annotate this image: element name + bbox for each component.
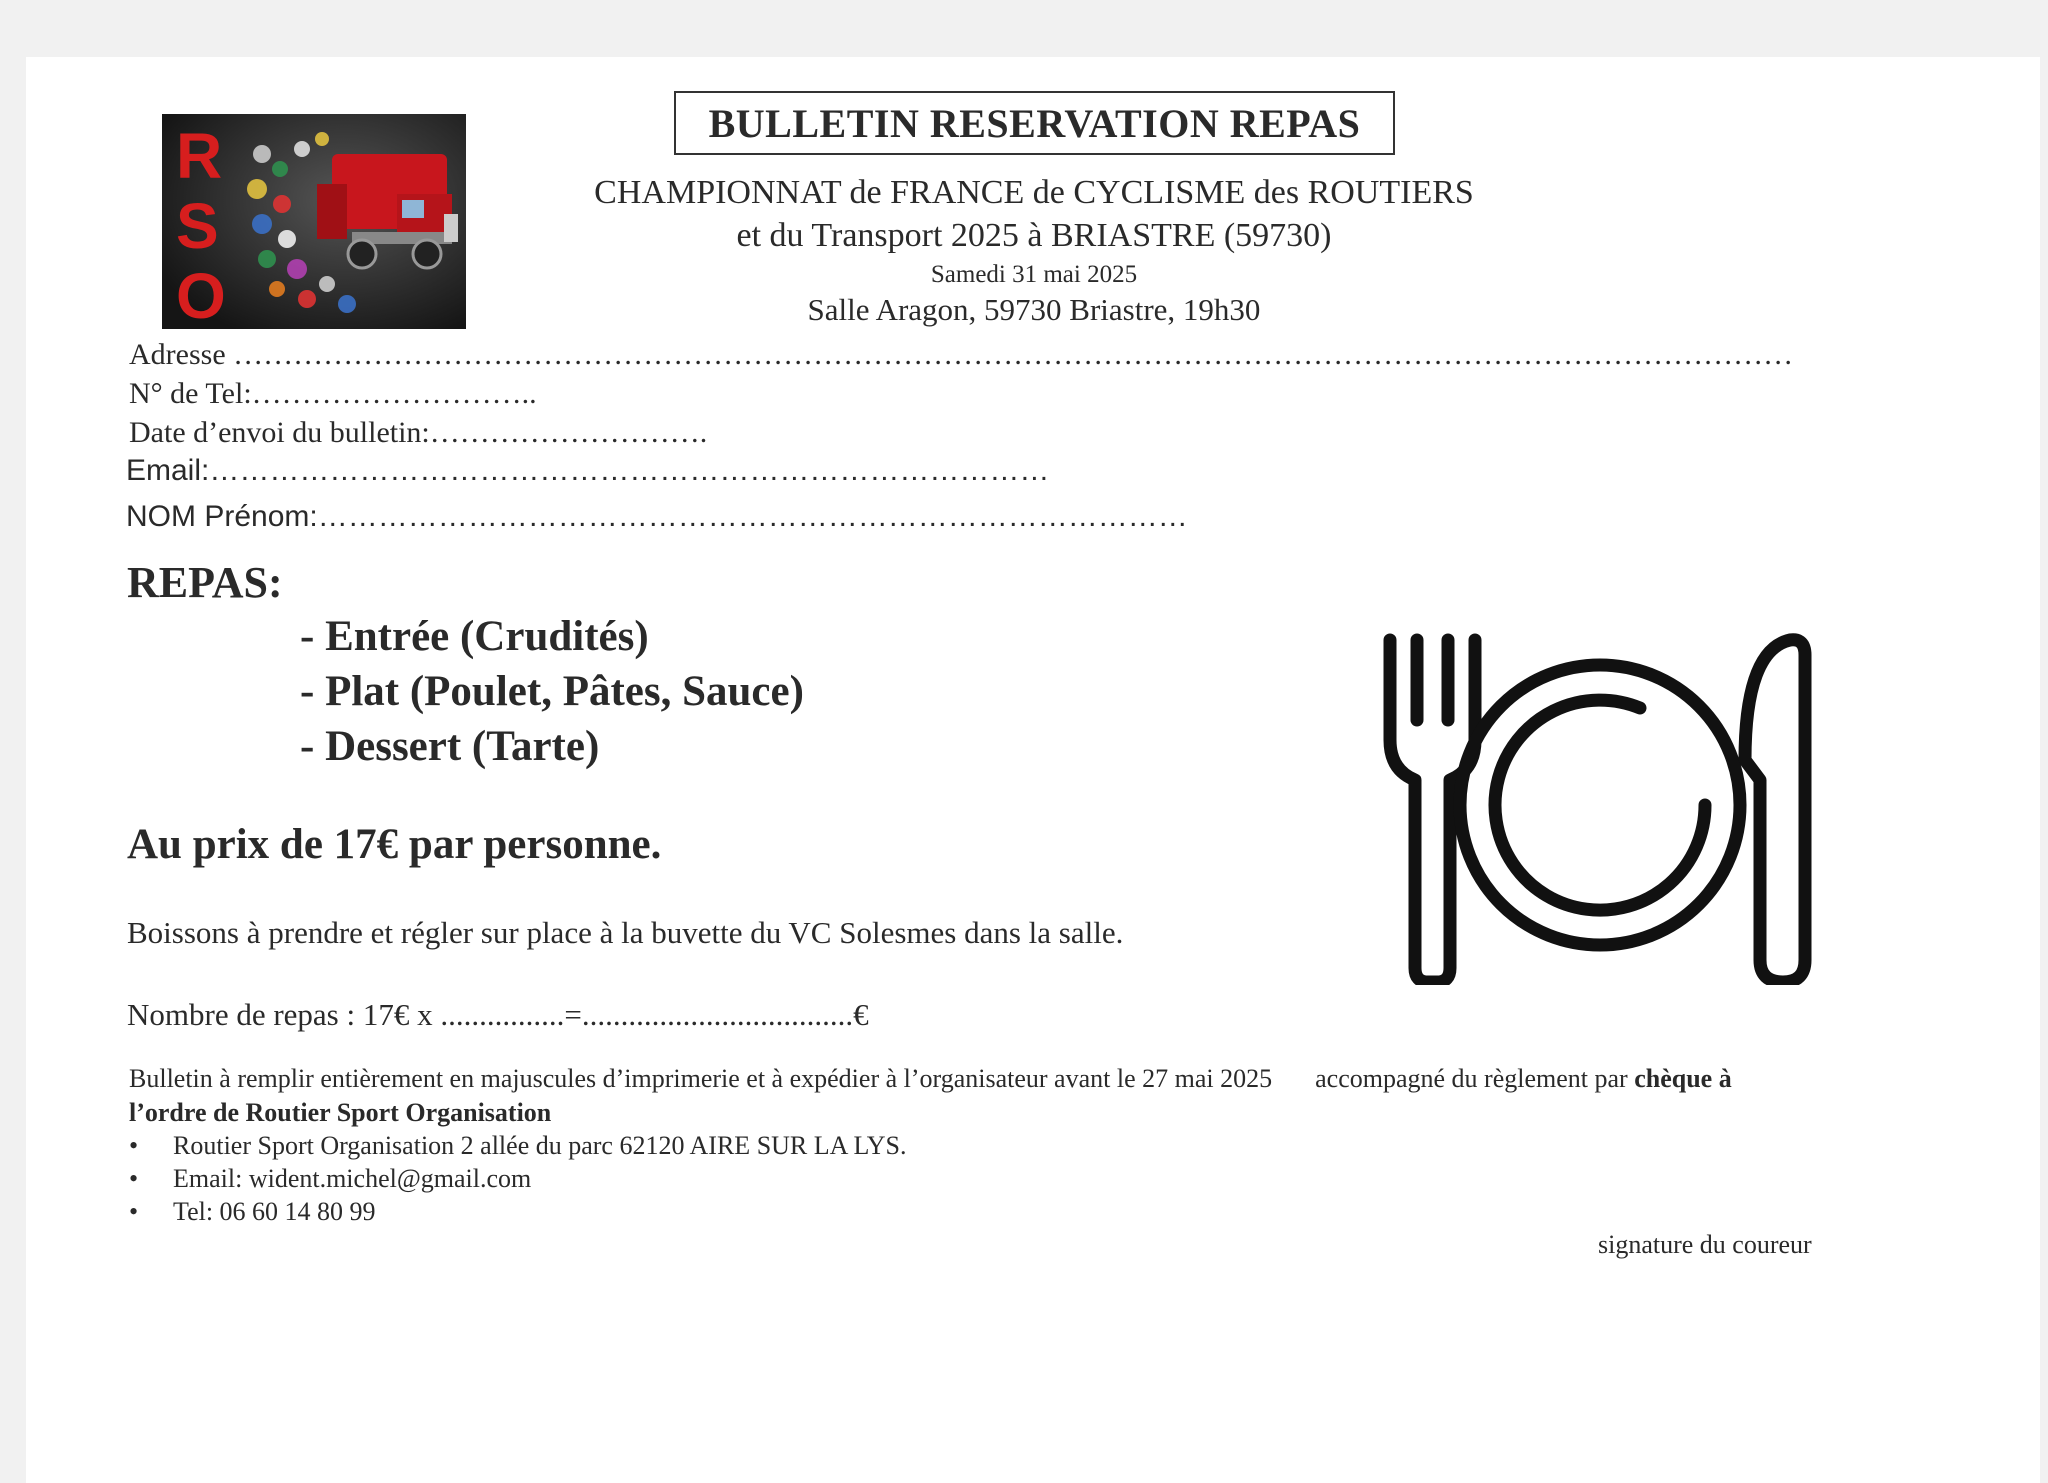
- event-date: Samedi 31 mai 2025: [930, 261, 1138, 288]
- event-line-1: CHAMPIONNAT de FRANCE de CYCLISME des ROUTIERS: [594, 174, 1474, 211]
- nombre-repas-field[interactable]: Nombre de repas : 17€ x ................=...................................€: [127, 997, 869, 1032]
- menu-item-plat: - Plat (Poulet, Pâtes, Sauce): [300, 668, 804, 715]
- contact-list: [129, 1131, 907, 1230]
- contact-address: • Routier Sport Organisation 2 allée du parc 62120 AIRE SUR LA LYS.: [129, 1131, 907, 1164]
- page-title: BULLETIN RESERVATION REPAS: [708, 100, 1361, 146]
- adresse-field[interactable]: Adresse …………………………………………………………………………………………………………………………………………: [129, 338, 1794, 371]
- boissons-note: Boissons à prendre et régler sur place à la buvette du VC Solesmes dans la salle.: [127, 915, 1124, 950]
- instructions-part-1: Bulletin à remplir entièrement en majuscules d’imprimerie et à expédier à l’organisateur avant le 27 mai 2025: [129, 1064, 1273, 1093]
- tel-field[interactable]: N° de Tel:………………………..: [129, 377, 537, 410]
- date-envoi-field[interactable]: Date d’envoi du bulletin:……………………….: [129, 416, 708, 449]
- contact-email[interactable]: • Email: wident.michel@gmail.com: [129, 1164, 907, 1197]
- instructions-bold: chèque à: [1634, 1064, 1732, 1093]
- title-box: [674, 91, 1395, 155]
- contact-tel: • Tel: 06 60 14 80 99: [129, 1197, 907, 1230]
- repas-heading: REPAS:: [127, 558, 283, 607]
- instructions-line-2: l’ordre de Routier Sport Organisation: [129, 1098, 552, 1127]
- event-line-2: et du Transport 2025 à BRIASTRE (59730): [736, 217, 1332, 254]
- signature-label: signature du coureur: [1598, 1230, 1812, 1259]
- menu-item-dessert: - Dessert (Tarte): [300, 723, 600, 770]
- nom-prenom-field[interactable]: NOM Prénom:……………………………………………………………………………: [126, 500, 1188, 533]
- menu-item-entree: - Entrée (Crudités): [300, 613, 649, 660]
- plate-cutlery-icon: [1365, 620, 1825, 985]
- price-line: Au prix de 17€ par personne.: [127, 821, 662, 868]
- logo-letter-s: S: [176, 190, 219, 262]
- instructions-line-1: [129, 1064, 1732, 1094]
- logo-letter-r: R: [176, 120, 223, 192]
- instructions-part-2: accompagné du règlement par: [1315, 1064, 1628, 1093]
- event-venue: Salle Aragon, 59730 Briastre, 19h30: [807, 292, 1261, 327]
- email-field[interactable]: Email:…………………………………………………………………………: [126, 454, 1050, 487]
- logo-letter-o: O: [176, 260, 226, 329]
